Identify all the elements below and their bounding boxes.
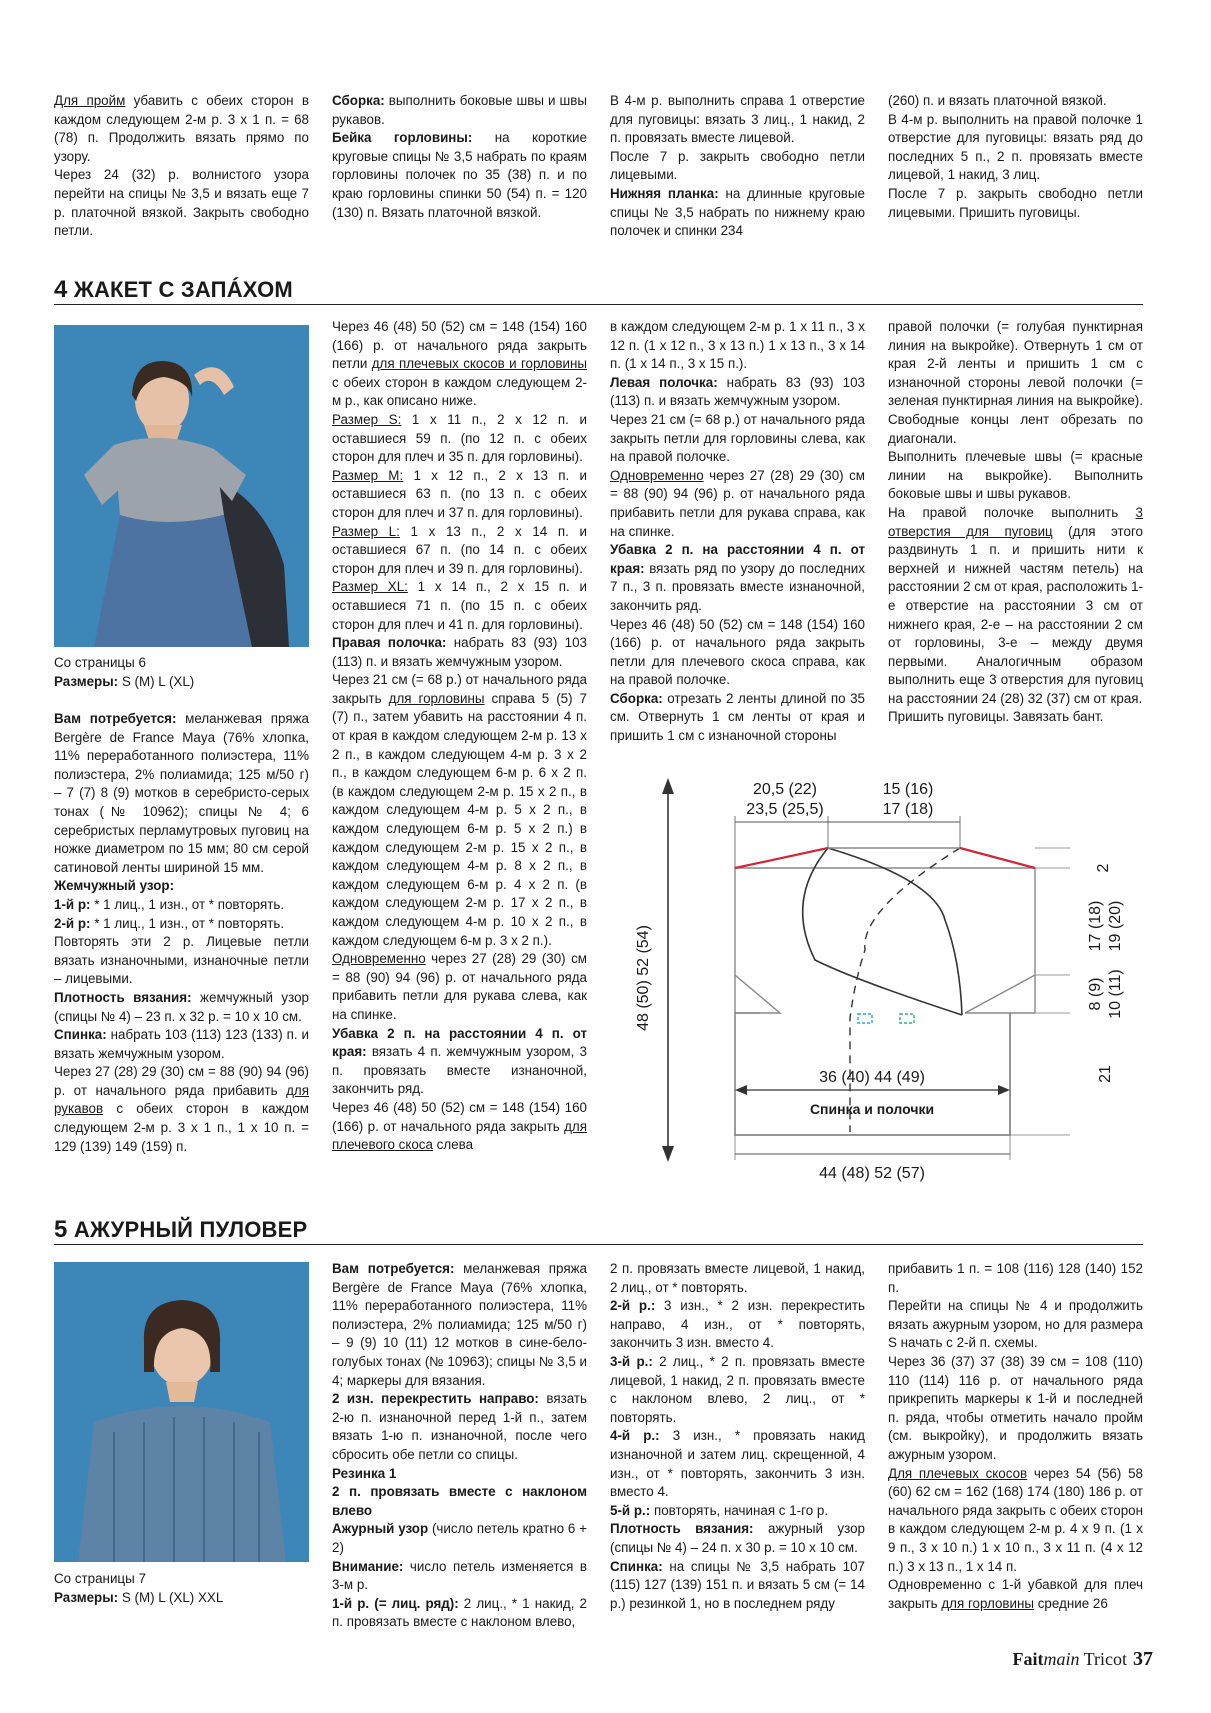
shoulder-line-right bbox=[960, 848, 1035, 868]
sec4-col-2 bbox=[332, 318, 587, 1155]
paragraph: Через 46 (48) 50 (52) см = 148 (154) 160 (166) р. от начального ряда закрыть петли для плечевого скоса справа, как на правой полочке. bbox=[610, 616, 865, 688]
section-4-caption bbox=[54, 654, 194, 691]
section-4-sizes bbox=[54, 673, 194, 692]
paragraph: Сборка: выполнить боковые швы и швы рукавов. bbox=[332, 93, 587, 127]
paragraph: Нижняя планка: на длинные круговые спицы № 3,5 набрать по нижнему краю полочек и спинки 234 bbox=[610, 185, 865, 239]
paragraph: Сборка: отрезать 2 ленты длиной по 35 см. Отвернуть 1 см ленты от края и пришить 1 см с изнаночной стороны bbox=[610, 690, 865, 744]
paragraph: Размер XL: 1 х 14 п., 2 х 15 п. и оставшиеся 71 п. (по 15 п. с обеих сторон для плеч и 41 п. для горловины). bbox=[332, 579, 587, 632]
height-arrow-down bbox=[662, 1146, 674, 1162]
paragraph: 2 п. провязать вместе лицевой, 1 накид, 2 лиц., от * повторять. bbox=[610, 1261, 865, 1295]
section-4-number: 4 bbox=[54, 276, 68, 303]
sec4-col-3 bbox=[610, 318, 865, 746]
magazine-logo: Faitmain Tricot bbox=[1012, 1649, 1127, 1669]
paragraph: Через 46 (48) 50 (52) см = 148 (154) 160 (166) р. от начального ряда закрыть петли для плечевых скосов и горловины с обеих сторон в каждом следующем 2-м р., как описано ниже. bbox=[332, 319, 587, 409]
paragraph: Бейка горловины: на короткие круговые спицы № 3,5 набрать по краям горловины полочек по 35 (38) п. и по краю горловины спинки 50 (54) п. = 120 (130) п. Вязать платочной вязкой. bbox=[332, 130, 587, 220]
pattern-outline bbox=[735, 868, 1035, 1135]
paragraph: Внимание: число петель изменяется в 3-м р. bbox=[332, 1558, 587, 1593]
page-footer bbox=[1012, 1648, 1153, 1671]
paragraph: 2 п. провязать вместе с наклоном влево bbox=[332, 1484, 587, 1518]
diagram-label: Спинка и полочки bbox=[809, 1101, 935, 1117]
paragraph: Выполнить плечевые швы (= красные линии на выкройке). Выполнить боковые швы и швы рукавов. bbox=[888, 449, 1143, 502]
top-col-2 bbox=[332, 92, 587, 222]
jacket-photo bbox=[54, 325, 309, 647]
dim-right-1: 2 bbox=[1095, 863, 1112, 873]
height-arrow-up bbox=[662, 778, 674, 794]
dim-top-right-2: 17 (18) bbox=[882, 801, 934, 818]
paragraph: Через 27 (28) 29 (30) см = 88 (90) 94 (96) р. от начального ряда прибавить для рукавов с обеих сторон в каждом следующем 2-м р. 3 х 1 п., 1 х 10 п. = 129 (139) 149 (159) п. bbox=[54, 1064, 309, 1154]
dim-top-left-2: 23,5 (25,5) bbox=[746, 801, 824, 818]
paragraph: Ажурный узор (число петель кратно 6 + 2) bbox=[332, 1521, 588, 1555]
section-4-from-page: Со страницы 6 bbox=[54, 655, 146, 670]
paragraph: Пришить пуговицы. Завязать бант. bbox=[888, 709, 1104, 725]
paragraph: 5-й р.: повторять, начиная с 1-го р. bbox=[610, 1502, 829, 1518]
paragraph: (260) п. и вязать платочной вязкой. bbox=[888, 93, 1107, 108]
sec5-col-3 bbox=[610, 1260, 865, 1613]
paragraph: Для пройм убавить с обеих сторон в каждом следующем 2-м р. 3 х 1 п. = 68 (78) п. Продолжить вязать прямо по узору. bbox=[54, 93, 309, 164]
paragraph: прибавить 1 п. = 108 (116) 128 (140) 152 п. bbox=[888, 1261, 1143, 1295]
section-4-title bbox=[54, 276, 293, 304]
dim-right-3b: 10 (11) bbox=[1107, 969, 1124, 1019]
paragraph: Спинка: на спицы № 3,5 набрать 107 (115) 127 (139) 151 п. и вязать 5 см (= 14 р.) резинкой 1, но в последнем ряду bbox=[610, 1558, 865, 1611]
paragraph: Убавка 2 п. на расстоянии 4 п. от края: вязать 4 п. жемчужным узором, 3 п. провязать вместе изнаночной, закончить ряд. bbox=[332, 1025, 587, 1097]
paragraph: После 7 р. закрыть свободно петли лицевыми. bbox=[610, 148, 865, 183]
section-5-rule bbox=[54, 1244, 1143, 1245]
paragraph: Правая полочка: набрать 83 (93) 103 (113) п. и вязать жемчужным узором. bbox=[332, 635, 588, 669]
sec5-col-4 bbox=[888, 1260, 1143, 1613]
jacket-pattern-diagram bbox=[610, 760, 1150, 1200]
paragraph: 2-й р: * 1 лиц., 1 изн., от * повторять. bbox=[54, 915, 285, 931]
paragraph: Левая полочка: набрать 83 (93) 103 (113) п. и вязать жемчужным узором. bbox=[610, 374, 865, 409]
section-5-number: 5 bbox=[54, 1216, 68, 1243]
paragraph: Размер S: 1 х 11 п., 2 х 12 п. и оставшиеся 59 п. (по 12 п. с обеих сторон для плеч и 35 п. для горловины). bbox=[332, 411, 587, 465]
paragraph: Одновременно через 27 (28) 29 (30) см = 88 (90) 94 (96) р. от начального ряда прибавить петли для рукава справа, как на спинке. bbox=[610, 467, 865, 539]
paragraph: Убавка 2 п. на расстоянии 4 п. от края: вязать ряд по узору до последних 7 п., 3 п. провязать вместе изнаночной, закончить ряд. bbox=[610, 542, 865, 613]
pullover-photo-illustration bbox=[54, 1262, 309, 1562]
jacket-photo-illustration bbox=[54, 325, 309, 647]
section-5-sizes-label: Размеры: bbox=[54, 1589, 119, 1605]
ribbon-mark-blue bbox=[858, 1014, 872, 1023]
top-col-1 bbox=[54, 92, 309, 241]
paragraph: В 4-м р. выполнить справа 1 отверстие для пуговицы: вязать 3 лиц., 1 накид, 2 п. провязать вместе лицевой. bbox=[610, 93, 865, 146]
dim-top-right-1: 15 (16) bbox=[882, 781, 934, 798]
paragraph: 2 изн. перекрестить направо: вязать 2-ю п. изнаночной перед 1-й п., затем вязать 1-ю п. изнаночной, после чего сбросить обе петли со спицы. bbox=[332, 1391, 587, 1462]
paragraph: 3-й р.: 2 лиц., * 2 п. провязать вместе лицевой, 1 накид, 2 п. провязать вместе с наклоном влево, 2 лиц., от * повторять. bbox=[610, 1353, 865, 1425]
paragraph: Плотность вязания: жемчужный узор (спицы № 4) – 23 п. х 32 р. = 10 х 10 см. bbox=[54, 989, 309, 1024]
dim-left-height: 48 (50) 52 (54) bbox=[635, 925, 652, 1031]
paragraph: Резинка 1 bbox=[332, 1465, 397, 1481]
section-5-from-page: Со страницы 7 bbox=[54, 1571, 146, 1586]
paragraph: Через 24 (32) р. волнистого узора перейти на спицы № 3,5 и вязать еще 7 р. платочной вязкой. Закрыть свободно петли. bbox=[54, 167, 309, 239]
paragraph: В 4-м р. выполнить на правой полочке 1 отверстие для пуговицы: вязать ряд до последних 5 п., 2 п. провязать вместе лицевой, 1 накид, 3 лиц. bbox=[888, 111, 1143, 183]
dim-right-3a: 8 (9) bbox=[1087, 977, 1104, 1011]
paragraph: Через 46 (48) 50 (52) см = 148 (154) 160 (166) р. от начального ряда закрыть для плечевого скоса слева bbox=[332, 1099, 587, 1153]
paragraph: Через 21 см (= 68 р.) от начального ряда закрыть для горловины справа 5 (5) 7 (7) п., затем убавить на расстоянии 4 п. от края в каждом следующем 2-м р. 13 х 2 п., в каждом следующем 4-м р. 3 х 2 п., в каждом следующем 6-м р. 6 х 2 п. (в каждом следующем 2-м р. 15 х 2 п., в каждом следующем 4-м р. 5 х 2 п., в каждом следующем 6-м р. 5 х 2 п.) в каждом следующем 2-м р. 15 х 2 п., в каждом следующем 4-м р. 8 х 2 п., в каждом следующем 6-м р. 4 х 2 п. (в каждом следующем 2-м р. 17 х 2 п., в каждом следующем 4-м р. 10 х 2 п., в каждом следующем 6-м р. 3 х 2 п.). bbox=[332, 672, 587, 948]
section-4-rule bbox=[54, 304, 1143, 305]
section-4-sizes-value: S (M) L (XL) bbox=[118, 673, 195, 689]
paragraph: правой полочки (= голубая пунктирная линия на выкройке). Отвернуть 1 см от края 2-й ленты и пришить 1 см с изнаночной стороны левой полочки (= зеленая пунктирная линия на выкройке). Свободные концы лент обрезать по диагонали. bbox=[888, 319, 1143, 446]
paragraph: Для плечевых скосов через 54 (56) 58 (60) 62 см = 162 (168) 174 (180) 186 р. от начального ряда закрыть с обеих сторон в каждом следующем 2-м р. 4 х 9 п. (1 х 9 п., 3 х 10 п.) 1 х 10 п., 3 х 11 п. (4 х 12 п.) 3 х 13 п., 1 х 14 п. bbox=[888, 1465, 1143, 1574]
sec5-col-2 bbox=[332, 1260, 587, 1632]
paragraph: Вам потребуется: меланжевая пряжа Bergère de France Maya (76% хлопка, 11% переработанного полиэстера, 11% полиэстера, 2% полиамида; 125 м/50 г) – 7 (7) 8 (9) мотков в серебристо-серых тонах (№ 10962); спицы № 4; 6 серебристых перламутровых пуговиц на ножке диаметром по 15 мм; 80 см серой сатиновой ленты шириной 15 мм. bbox=[54, 711, 309, 875]
top-col-4 bbox=[888, 92, 1143, 222]
section-4-sizes-label: Размеры: bbox=[54, 673, 119, 689]
sec4-col-1 bbox=[54, 710, 309, 1156]
sec4-col-4 bbox=[888, 318, 1143, 727]
section-5-title bbox=[54, 1216, 307, 1244]
paragraph: Плотность вязания: ажурный узор (спицы № 4) – 24 п. х 30 р. = 10 х 10 см. bbox=[610, 1521, 865, 1555]
top-col-3 bbox=[610, 92, 865, 241]
paragraph: Вам потребуется: меланжевая пряжа Bergère de France Maya (76% хлопка, 11% переработанного полиэстера, 11% полиэстера, 2% полиамида; 125 м/50 г) – 9 (9) 10 (11) 12 мотков в сине-бело-голубых тонах (№ 10963); спицы № 3,5 и 4; маркеры для вязания. bbox=[332, 1261, 587, 1388]
ribbon-mark-green bbox=[900, 1014, 914, 1023]
shoulder-line-left bbox=[735, 848, 828, 868]
section-5-sizes-value: S (M) L (XL) XXL bbox=[118, 1589, 224, 1605]
paragraph: Через 21 см (= 68 р.) от начального ряда закрыть петли для горловины слева, как на правой полочке. bbox=[610, 411, 865, 465]
dim-inner-width: 36 (40) 44 (49) bbox=[819, 1069, 925, 1086]
paragraph: Через 36 (37) 37 (38) 39 см = 108 (110) 110 (114) 116 р. от начального ряда прикрепить маркеры к 1-й и последней п. ряда, чтобы отметить начало пройм (см. выкройку), и продолжить вязать ажурным узором. bbox=[888, 1353, 1143, 1462]
paragraph: Спинка: набрать 103 (113) 123 (133) п. и вязать жемчужным узором. bbox=[54, 1027, 309, 1061]
paragraph: Размер М: 1 х 12 п., 2 х 13 п. и оставшиеся 63 п. (по 13 п. с обеих сторон для плеч и 37 п. для горловины). bbox=[332, 467, 587, 520]
dim-bottom-width: 44 (48) 52 (57) bbox=[819, 1165, 925, 1182]
paragraph: 4-й р.: 3 изн., * провязать накид изнаночной и затем лиц. скрещенной, 4 изн., от * повторять, закончить 3 изн. вместо 4. bbox=[610, 1428, 865, 1500]
section-5-caption bbox=[54, 1570, 223, 1607]
paragraph: Перейти на спицы № 4 и продолжить вязать ажурным узором, но для размера S начать с 2-й п. схемы. bbox=[888, 1298, 1143, 1351]
paragraph: На правой полочке выполнить 3 отверстия для пуговиц (для этого раздвинуть 1 п. и пришить нити к верхней и нижней частям петель) на расстоянии 2 см от края, расположить 1-е отверстие на расстоянии 3 см от нижнего края, 2-е – на расстоянии 2 см от горловины, 3-е – между двумя первыми. Аналогичным образом выполнить еще 3 отверстия для пуговиц на расстоянии 24 (28) 32 (37) см от края. bbox=[888, 504, 1143, 706]
paragraph: Одновременно через 27 (28) 29 (30) см = 88 (90) 94 (96) р. от начального ряда прибавить петли для рукава слева, как на спинке. bbox=[332, 951, 587, 1022]
paragraph: 2-й р.: 3 изн., * 2 изн. перекрестить направо, 4 изн., от * повторять, закончить 3 изн. вместо 4. bbox=[610, 1298, 865, 1351]
paragraph: Размер L: 1 х 13 п., 2 х 14 п. и оставшиеся 67 п. (по 14 п. с обеих сторон для плеч и 39 п. для горловины). bbox=[332, 523, 587, 576]
paragraph: 1-й р. (= лиц. ряд): 2 лиц., * 1 накид, 2 п. провязать вместе с наклоном влево, bbox=[332, 1595, 588, 1630]
paragraph: Жемчужный узор: bbox=[54, 878, 175, 894]
section-5-sizes bbox=[54, 1589, 223, 1608]
paragraph: Одновременно с 1-й убавкой для плеч закрыть для горловины средние 26 bbox=[888, 1577, 1143, 1611]
paragraph: После 7 р. закрыть свободно петли лицевыми. Пришить пуговицы. bbox=[888, 185, 1143, 220]
dim-right-2b: 19 (20) bbox=[1107, 900, 1124, 952]
page-number: 37 bbox=[1133, 1648, 1153, 1670]
dim-top-left-1: 20,5 (22) bbox=[752, 781, 818, 798]
paragraph: Повторять эти 2 р. Лицевые петли вязать изнаночными, изнаночные петли – лицевыми. bbox=[54, 934, 309, 987]
dim-right-2a: 17 (18) bbox=[1087, 900, 1104, 952]
paragraph: 1-й р: * 1 лиц., 1 изн., от * повторять. bbox=[54, 896, 285, 912]
pullover-photo bbox=[54, 1262, 309, 1562]
paragraph: в каждом следующем 2-м р. 1 х 11 п., 3 х 12 п. (1 х 12 п., 3 х 13 п.) 1 х 13 п., 3 х 14 п. (1 х 14 п., 3 х 15 п.). bbox=[610, 319, 865, 372]
dim-right-4: 21 bbox=[1097, 1065, 1114, 1083]
section-4-heading: ЖАКЕТ С ЗАПÁХОМ bbox=[73, 277, 293, 302]
section-5-heading: АЖУРНЫЙ ПУЛОВЕР bbox=[73, 1217, 308, 1242]
front-neck-curve bbox=[828, 848, 962, 1015]
